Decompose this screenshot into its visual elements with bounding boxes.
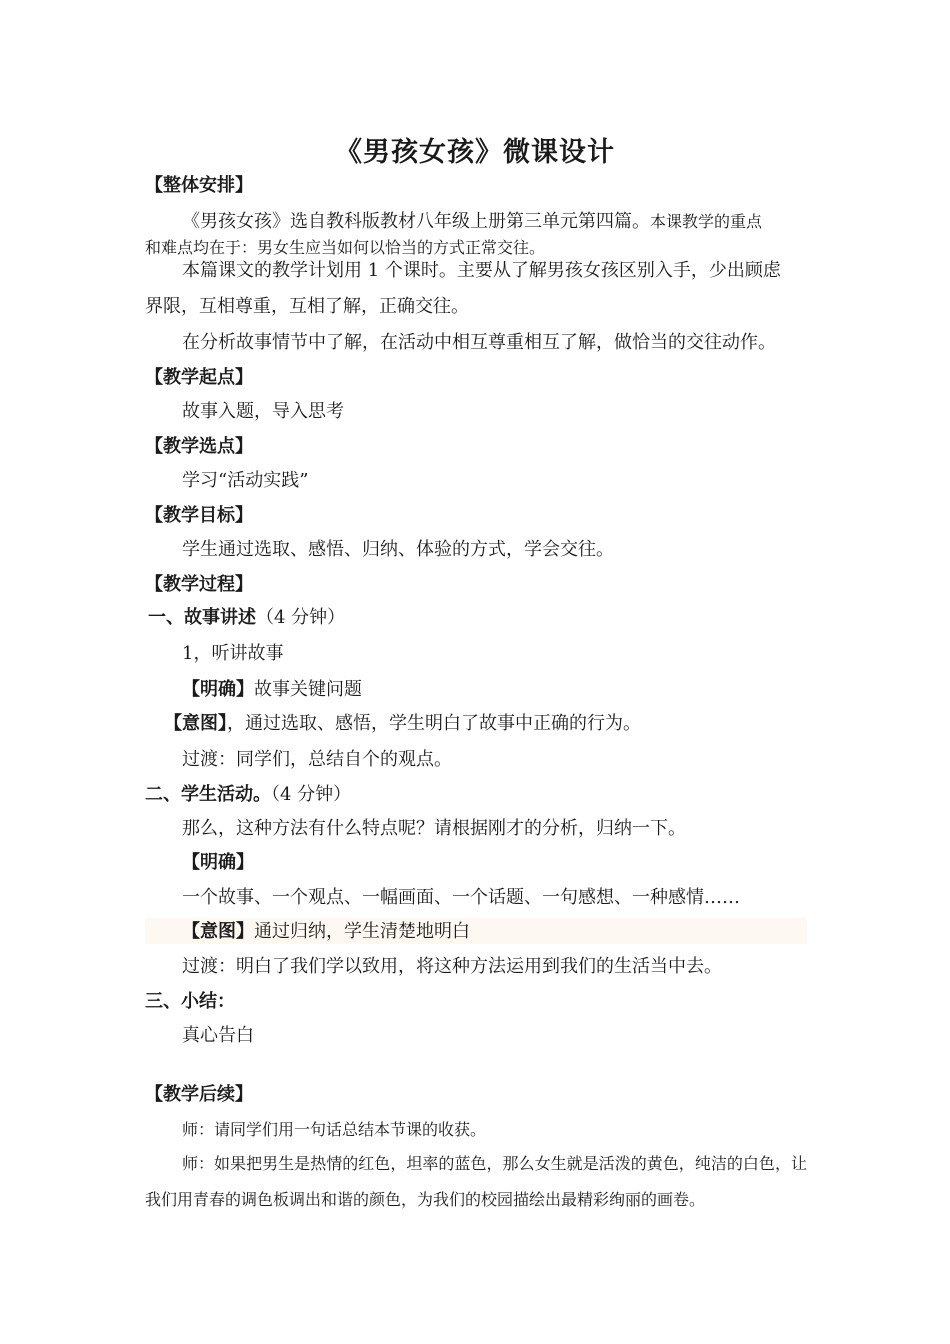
part-2-list: 一个故事、一个观点、一幅画面、一个话题、一句感想、一种感情…… <box>182 887 740 908</box>
goal-text: 学生通过选取、感悟、归纳、体验的方式，学会交往。 <box>182 539 614 560</box>
heading-followup: 【教学后续】 <box>145 1084 253 1105</box>
part-1-time: （4 分钟） <box>256 607 346 628</box>
process-part-2-title <box>145 783 351 807</box>
heading-arrangement: 【整体安排】 <box>145 175 253 196</box>
start-text: 故事入题，导入思考 <box>182 401 344 422</box>
arrangement-paragraph-1-line-1 <box>182 210 762 234</box>
arrangement-paragraph-3: 在分析故事情节中了解，在活动中相互尊重相互了解，做恰当的交往动作。 <box>182 332 776 353</box>
heading-choice: 【教学选点】 <box>145 436 253 457</box>
part-2-clarify-label: 【明确】 <box>182 852 254 873</box>
part-1-item-1: 1，听讲故事 <box>182 643 284 664</box>
arrangement-paragraph-1-line-2: 和难点均在于：男女生应当如何以恰当的方式正常交往。 <box>145 238 546 257</box>
part-1-intent-label: 【意图】 <box>164 713 227 734</box>
heading-goal: 【教学目标】 <box>145 505 253 526</box>
part-1-clarify-label: 【明确】 <box>182 679 254 700</box>
heading-start: 【教学起点】 <box>145 367 253 388</box>
arrangement-p1-part-a: 《男孩女孩》选自教科版教材八年级上册第三单元第四篇。 <box>182 211 650 232</box>
document-title: 《男孩女孩》微课设计 <box>335 137 615 168</box>
part-1-clarify-text: 故事关键问题 <box>254 679 362 700</box>
choice-text: 学习“活动实践” <box>182 470 309 491</box>
arrangement-paragraph-2-line-1: 本篇课文的教学计划用 1 个课时。主要从了解男孩女孩区别入手，少出顾虑 <box>182 260 781 281</box>
part-1-intent <box>164 712 641 736</box>
part-2-time: （4 分钟） <box>271 784 352 805</box>
followup-paragraph-2: 师：如果把男生是热情的红色，坦率的蓝色，那么女生就是活泼的黄色，纯洁的白色，让我们用青春的调色板调出和谐的颜色，为我们的校园描绘出最精彩绚丽的画卷。 <box>145 1154 807 1209</box>
process-part-3-title: 三、小结： <box>145 991 235 1012</box>
part-2-intent-text: 通过归纳，学生清楚地明白 <box>254 921 470 942</box>
part-2-question: 那么，这种方法有什么特点呢？请根据刚才的分析，归纳一下。 <box>182 818 686 839</box>
part-1-clarify <box>182 678 362 702</box>
followup-paragraph-1: 师：请同学们用一句话总结本节课的收获。 <box>182 1120 487 1139</box>
part-1-intent-text: ，通过选取、感悟，学生明白了故事中正确的行为。 <box>227 713 641 734</box>
part-2-intent-label: 【意图】 <box>182 921 254 942</box>
part-2-intent <box>182 920 470 944</box>
arrangement-p1-part-b-start: 本课教学的重点 <box>650 212 763 231</box>
process-part-1-title <box>148 606 345 630</box>
arrangement-paragraph-2-line-2: 界限，互相尊重，互相了解，正确交往。 <box>145 296 469 317</box>
heading-process: 【教学过程】 <box>145 574 253 595</box>
part-2-title-text: 二、学生活动。 <box>145 784 271 805</box>
part-1-transition: 过渡：同学们，总结自个的观点。 <box>182 749 452 770</box>
part-3-text: 真心告白 <box>182 1025 254 1046</box>
part-2-transition: 过渡：明白了我们学以致用，将这种方法运用到我们的生活当中去。 <box>182 956 722 977</box>
part-1-title-text: 一、故事讲述 <box>148 607 256 628</box>
